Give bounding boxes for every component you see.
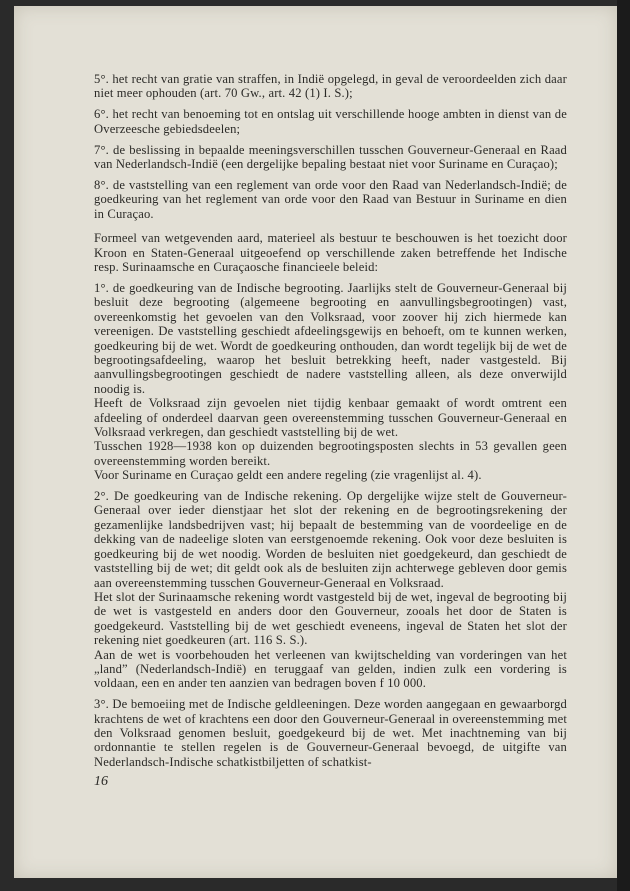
paragraph-budget-volksraad: Heeft de Volksraad zijn gevoelen niet tijdig kenbaar gemaakt of wordt omtrent een afdeeling of onderdeel daarvan geen overeenstemming tusschen Gouverneur-Generaal en Volksraad verkregen, dan geschiedt vaststelling bij de wet. <box>94 396 567 439</box>
page-number: 16 <box>94 774 108 789</box>
paragraph-budget-suriname: Voor Suriname en Curaçao geldt een andere regeling (zie vragenlijst al. 4). <box>94 468 482 483</box>
paragraph-item-7: 7°. de beslissing in bepaalde meeningsverschillen tusschen Gouverneur-Generaal en Raad van Nederlandsch-Indië (een dergelijke bepaling bestaat niet voor Suriname en Curaçao); <box>94 142 567 172</box>
paragraph-item-5: 5°. het recht van gratie van straffen, in Indië opgelegd, in geval de veroordeelden zich daar niet meer ophouden (art. 70 Gw., art. 42 (1) I. S.); <box>94 72 567 101</box>
paragraph-account-suriname: Het slot der Surinaamsche rekening wordt vastgesteld bij de wet, ingeval de begrooting bij de wet is vastgesteld en anders door den Gouverneur, zooals het door de Staten is goedgekeurd. Vaststelling bij de wet geschiedt eveneens, ingeval de Staten het slot der rekening niet goedkeuren (art. 116 S. S.). <box>94 589 567 648</box>
paragraph-account-approval: 2°. De goedkeuring van de Indische rekening. Op dergelijke wijze stelt de Gouverneur-Generaal over ieder dienstjaar het slot der rekening en de begrootingsrekening der gezamenlijke landsbedrijven vast; hij bepaalt de bestemming van de voordeelige en de dekking van de nadeelige sloten van eerstgenoemde rekening. Ook voor deze besluiten is goedkeuring bij de wet noodig. Worden de besluiten niet goedgekeurd, dan geschiedt de vaststelling bij de wet; dit geldt ook als de besluiten zijn achterwege gebleven door gemis aan overeenstemming tusschen Gouverneur-Generaal en Volksraad. <box>94 489 567 590</box>
paragraph-budget-statistics: Tusschen 1928—1938 kon op duizenden begrootingsposten slechts in 53 gevallen geen overeenstemming worden bereikt. <box>94 439 567 468</box>
paragraph-loans: 3°. De bemoeiing met de Indische geldleeningen. Deze worden aangegaan en gewaarborgd krachtens de wet of krachtens een door den Gouverneur-Generaal in overeenstemming met den Volksraad genomen besluit, goedgekeurd bij de wet. Met inachtneming van bij ordonnantie te stellen regelen is de Gouverneur-Generaal bevoegd, de uitgifte van Nederlandsch-Indische schatkistbiljetten of schatkist- <box>94 697 567 769</box>
body-text <box>94 72 567 769</box>
paragraph-item-6: 6°. het recht van benoeming tot en ontslag uit verschillende hooge ambten in dienst van de Overzeesche gebiedsdeelen; <box>94 107 567 136</box>
paragraph-intro-financial: Formeel van wetgevenden aard, materieel als bestuur te beschouwen is het toezicht door Kroon en Staten-Generaal uitgeoefend op verschillende zaken betreffende het Indische resp. Surinaamsche en Curaçaosche financieele beleid: <box>94 231 567 274</box>
paragraph-budget-approval: 1°. de goedkeuring van de Indische begrooting. Jaarlijks stelt de Gouverneur-Generaal bij besluit deze begrooting (algemeene begrooting en aanvullingsbegrootingen) vast, overeenkomstig het gevoelen van den Volksraad, voor zoover hij zich hiermede kan vereenigen. De vaststelling geschiedt afdeelingsgewijs en behoeft, om te kunnen werken, goedkeuring bij de wet. Wordt de goedkeuring onthouden, dan wordt tegelijk bij de wet de begrootingsafdeeling, waarop het besluit betrekking heeft, nader vastgesteld. Bij aanvullingsbegrootingen geschiedt de nadere vaststelling alleen, als deze onverwijld noodig is. <box>94 280 567 396</box>
paragraph-item-8: 8°. de vaststelling van een reglement van orde voor den Raad van Nederlandsch-Indië; de goedkeuring van het reglement van orde voor den Raad van Bestuur in Suriname en dien in Curaçao. <box>94 177 567 221</box>
scan-border <box>617 0 630 891</box>
paragraph-remission: Aan de wet is voorbehouden het verleenen van kwijtschelding van vorderingen van het „land” (Nederlandsch-Indië) en teruggaaf van gelden, indien zulk een vordering is voldaan, een en ander ten aanzien van bedragen boven f 10 000. <box>94 647 567 691</box>
